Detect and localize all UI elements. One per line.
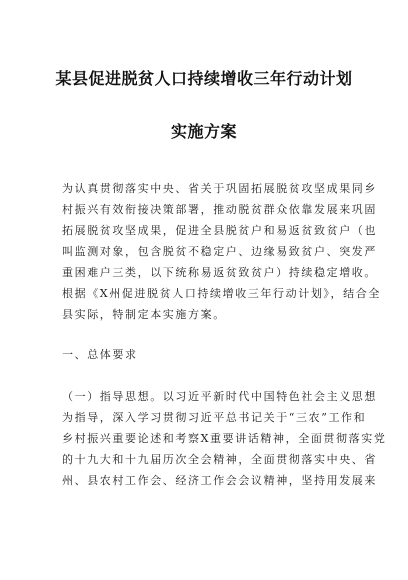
- intro-line: 根据《X州促进脱贫人口持续增收三年行动计划》，结合全: [62, 287, 381, 300]
- section-body-line: 乡村振兴重要论述和考察X重要讲话精神，全面贯彻落实党: [62, 432, 387, 445]
- section-heading: 一、总体要求: [62, 348, 138, 361]
- intro-line: 叫监测对象，包含脱贫不稳定户、边缘易致贫户、突发严: [62, 245, 377, 258]
- document-title-line-1: 某县促进脱贫人口持续增收三年行动计划: [55, 69, 353, 88]
- section-body-line: 为指导，深入学习贯彻习近平总书记关于“三农”工作和: [62, 411, 367, 424]
- intro-line: 村振兴有效衔接决策部署，推动脱贫群众依靠发展来巩固: [62, 203, 377, 216]
- intro-line: 为认真贯彻落实中央、省关于巩固拓展脱贫攻坚成果同乡: [62, 182, 377, 195]
- intro-line: 拓展脱贫攻坚成果，促进全县脱贫户和易返贫致贫户（也: [62, 224, 377, 237]
- section-body-line: 的十九大和十九届历次全会精神，全面贯彻落实中央、省: [62, 453, 377, 466]
- intro-line: 重困难户三类，以下统称易返贫致贫户）持续稳定增收。: [62, 266, 377, 279]
- document-title-line-2: 实施方案: [170, 122, 237, 141]
- intro-line: 县实际，特制定本实施方案。: [62, 308, 226, 321]
- section-body-line: （一）指导思想。以习近平新时代中国特色社会主义思想: [62, 390, 377, 403]
- section-body-line: 州、县农村工作会、经济工作会会议精神，坚持用发展来: [62, 474, 377, 487]
